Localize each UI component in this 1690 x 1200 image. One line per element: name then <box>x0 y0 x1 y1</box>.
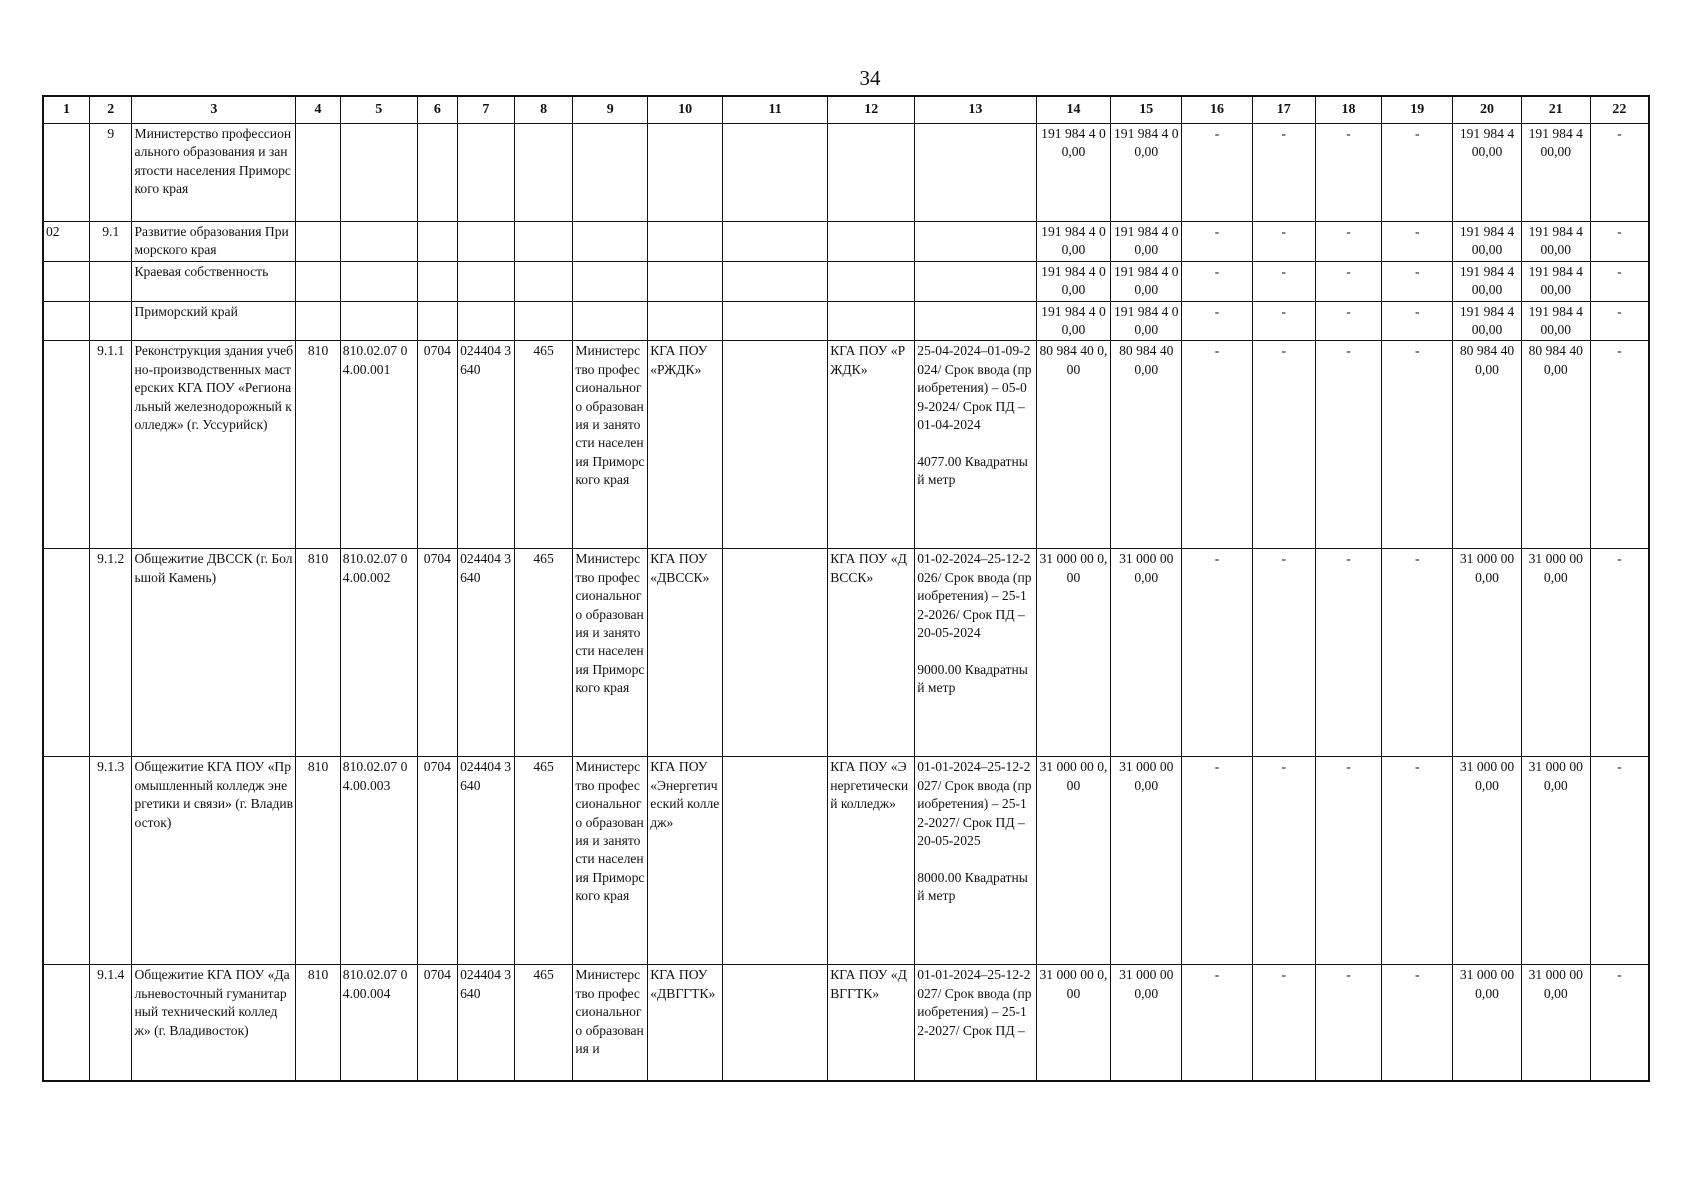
budget-table-wrapper <box>42 95 1650 1082</box>
cell-col-5: 810.02.07 04.00.002 <box>340 549 417 757</box>
cell-col-16: - <box>1182 549 1253 757</box>
column-header-2: 2 <box>90 96 132 124</box>
cell-col-3: Приморский край <box>132 301 296 341</box>
cell-col-3: Общежитие КГА ПОУ «Промышленный колледж энергетики и связи» (г. Владивосток) <box>132 757 296 965</box>
column-header-8: 8 <box>514 96 573 124</box>
table-row <box>43 124 1649 222</box>
cell-col-10 <box>648 301 723 341</box>
cell-col-13 <box>915 222 1036 262</box>
cell-col-12: КГА ПОУ «ДВГГТК» <box>828 965 915 1081</box>
cell-col-14: 31 000 00 0,00 <box>1036 549 1111 757</box>
cell-col-8 <box>514 222 573 262</box>
cell-col-14: 80 984 40 0,00 <box>1036 341 1111 549</box>
cell-col-15: 80 984 40 0,00 <box>1111 341 1182 549</box>
cell-col-18: - <box>1315 261 1382 301</box>
cell-col-21: 191 984 4 00,00 <box>1521 222 1590 262</box>
cell-col-12: КГА ПОУ «Энергетический колледж» <box>828 757 915 965</box>
cell-col-14: 191 984 4 00,00 <box>1036 124 1111 222</box>
cell-col-7 <box>458 301 515 341</box>
cell-col-1 <box>43 261 90 301</box>
cell-col-5: 810.02.07 04.00.001 <box>340 341 417 549</box>
cell-col-16: - <box>1182 222 1253 262</box>
cell-col-8 <box>514 124 573 222</box>
cell-col-19: - <box>1382 261 1453 301</box>
cell-col-3: Краевая собственность <box>132 261 296 301</box>
cell-col-17: - <box>1252 341 1315 549</box>
cell-col-20: 31 000 00 0,00 <box>1453 965 1522 1081</box>
cell-col-9: Министерство профессионального образования и занятости населения Приморского края <box>573 549 648 757</box>
cell-col-11 <box>723 549 828 757</box>
cell-col-15: 31 000 00 0,00 <box>1111 965 1182 1081</box>
table-row <box>43 757 1649 965</box>
cell-col-14: 191 984 4 00,00 <box>1036 222 1111 262</box>
cell-col-2 <box>90 301 132 341</box>
cell-col-2: 9 <box>90 124 132 222</box>
cell-col-17: - <box>1252 965 1315 1081</box>
column-header-17: 17 <box>1252 96 1315 124</box>
cell-col-20: 191 984 4 00,00 <box>1453 222 1522 262</box>
cell-col-14: 31 000 00 0,00 <box>1036 757 1111 965</box>
cell-col-9: Министерство профессионального образования и занятости населения Приморского края <box>573 341 648 549</box>
cell-col-18: - <box>1315 222 1382 262</box>
cell-col-15: 191 984 4 00,00 <box>1111 222 1182 262</box>
cell-col-1 <box>43 965 90 1081</box>
column-header-5: 5 <box>340 96 417 124</box>
cell-col-12: КГА ПОУ «РЖДК» <box>828 341 915 549</box>
cell-col-12: КГА ПОУ «ДВССК» <box>828 549 915 757</box>
cell-col-10: КГА ПОУ «Энергетический колледж» <box>648 757 723 965</box>
cell-col-1 <box>43 341 90 549</box>
cell-col-17: - <box>1252 124 1315 222</box>
cell-col-13 <box>915 261 1036 301</box>
cell-col-4 <box>296 261 340 301</box>
cell-col-5 <box>340 124 417 222</box>
cell-col-19: - <box>1382 757 1453 965</box>
cell-col-5 <box>340 222 417 262</box>
cell-col-7 <box>458 222 515 262</box>
cell-col-19: - <box>1382 124 1453 222</box>
cell-col-8: 465 <box>514 965 573 1081</box>
cell-col-20: 31 000 00 0,00 <box>1453 549 1522 757</box>
cell-col-12 <box>828 222 915 262</box>
cell-col-12 <box>828 124 915 222</box>
cell-col-2: 9.1.1 <box>90 341 132 549</box>
cell-col-22: - <box>1590 341 1649 549</box>
cell-col-1: 02 <box>43 222 90 262</box>
cell-col-11 <box>723 757 828 965</box>
column-header-4: 4 <box>296 96 340 124</box>
cell-col-6 <box>417 124 457 222</box>
cell-col-7: 024404 3640 <box>458 341 515 549</box>
cell-col-22: - <box>1590 222 1649 262</box>
cell-col-4: 810 <box>296 757 340 965</box>
cell-col-4 <box>296 222 340 262</box>
cell-col-20: 31 000 00 0,00 <box>1453 757 1522 965</box>
cell-col-5: 810.02.07 04.00.003 <box>340 757 417 965</box>
cell-col-20: 191 984 4 00,00 <box>1453 124 1522 222</box>
cell-col-6: 0704 <box>417 549 457 757</box>
cell-col-1 <box>43 124 90 222</box>
column-header-9: 9 <box>573 96 648 124</box>
cell-col-13: 01-02-2024–25-12-2026/ Срок ввода (приобретения) – 25-12-2026/ Срок ПД – 20-05-2024 9000.00 Квадратный метр <box>915 549 1036 757</box>
cell-col-2: 9.1.2 <box>90 549 132 757</box>
cell-col-13: 01-01-2024–25-12-2027/ Срок ввода (приобретения) – 25-12-2027/ Срок ПД – <box>915 965 1036 1081</box>
cell-col-19: - <box>1382 341 1453 549</box>
cell-col-11 <box>723 261 828 301</box>
column-header-14: 14 <box>1036 96 1111 124</box>
column-header-1: 1 <box>43 96 90 124</box>
cell-col-3: Общежитие ДВССК (г. Большой Камень) <box>132 549 296 757</box>
table-body <box>43 124 1649 1081</box>
cell-col-14: 191 984 4 00,00 <box>1036 261 1111 301</box>
cell-col-17: - <box>1252 222 1315 262</box>
cell-col-11 <box>723 222 828 262</box>
cell-col-2: 9.1.3 <box>90 757 132 965</box>
cell-col-17: - <box>1252 261 1315 301</box>
cell-col-3: Общежитие КГА ПОУ «Дальневосточный гуманитарный технический колледж» (г. Владивосток) <box>132 965 296 1081</box>
cell-col-18: - <box>1315 301 1382 341</box>
table-row <box>43 341 1649 549</box>
cell-col-9: Министерство профессионального образования и <box>573 965 648 1081</box>
cell-col-18: - <box>1315 341 1382 549</box>
cell-col-11 <box>723 341 828 549</box>
cell-col-21: 191 984 4 00,00 <box>1521 124 1590 222</box>
column-header-16: 16 <box>1182 96 1253 124</box>
column-header-6: 6 <box>417 96 457 124</box>
column-header-12: 12 <box>828 96 915 124</box>
cell-col-22: - <box>1590 965 1649 1081</box>
cell-col-8 <box>514 301 573 341</box>
cell-col-13 <box>915 301 1036 341</box>
cell-col-10 <box>648 124 723 222</box>
cell-col-9 <box>573 222 648 262</box>
column-header-19: 19 <box>1382 96 1453 124</box>
cell-col-13: 25-04-2024–01-09-2024/ Срок ввода (приобретения) – 05-09-2024/ Срок ПД – 01-04-2024 4077.00 Квадратный метр <box>915 341 1036 549</box>
cell-col-22: - <box>1590 124 1649 222</box>
cell-col-7: 024404 3640 <box>458 549 515 757</box>
cell-col-7: 024404 3640 <box>458 757 515 965</box>
cell-col-10: КГА ПОУ «ДВССК» <box>648 549 723 757</box>
cell-col-15: 191 984 4 00,00 <box>1111 124 1182 222</box>
page-number: 34 <box>859 66 881 90</box>
cell-col-21: 31 000 00 0,00 <box>1521 757 1590 965</box>
cell-col-18: - <box>1315 757 1382 965</box>
cell-col-4: 810 <box>296 965 340 1081</box>
column-header-10: 10 <box>648 96 723 124</box>
cell-col-20: 191 984 4 00,00 <box>1453 261 1522 301</box>
cell-col-11 <box>723 965 828 1081</box>
column-header-13: 13 <box>915 96 1036 124</box>
table-row <box>43 222 1649 262</box>
cell-col-22: - <box>1590 261 1649 301</box>
cell-col-5: 810.02.07 04.00.004 <box>340 965 417 1081</box>
cell-col-16: - <box>1182 301 1253 341</box>
cell-col-7 <box>458 124 515 222</box>
cell-col-8: 465 <box>514 549 573 757</box>
cell-col-2 <box>90 261 132 301</box>
cell-col-21: 31 000 00 0,00 <box>1521 965 1590 1081</box>
cell-col-3: Министерство профессионального образования и занятости населения Приморского края <box>132 124 296 222</box>
cell-col-8 <box>514 261 573 301</box>
cell-col-8: 465 <box>514 757 573 965</box>
cell-col-22: - <box>1590 549 1649 757</box>
table-row <box>43 261 1649 301</box>
cell-col-15: 191 984 4 00,00 <box>1111 261 1182 301</box>
cell-col-14: 31 000 00 0,00 <box>1036 965 1111 1081</box>
cell-col-13: 01-01-2024–25-12-2027/ Срок ввода (приобретения) – 25-12-2027/ Срок ПД – 20-05-2025 8000.00 Квадратный метр <box>915 757 1036 965</box>
cell-col-15: 31 000 00 0,00 <box>1111 549 1182 757</box>
cell-col-20: 80 984 40 0,00 <box>1453 341 1522 549</box>
cell-col-9 <box>573 301 648 341</box>
cell-col-21: 31 000 00 0,00 <box>1521 549 1590 757</box>
cell-col-6: 0704 <box>417 757 457 965</box>
column-header-21: 21 <box>1521 96 1590 124</box>
cell-col-10 <box>648 222 723 262</box>
cell-col-10: КГА ПОУ «ДВГГТК» <box>648 965 723 1081</box>
cell-col-19: - <box>1382 301 1453 341</box>
cell-col-21: 191 984 4 00,00 <box>1521 301 1590 341</box>
cell-col-17: - <box>1252 757 1315 965</box>
cell-col-16: - <box>1182 341 1253 549</box>
column-header-11: 11 <box>723 96 828 124</box>
cell-col-6 <box>417 261 457 301</box>
cell-col-19: - <box>1382 549 1453 757</box>
cell-col-21: 191 984 4 00,00 <box>1521 261 1590 301</box>
cell-col-9 <box>573 124 648 222</box>
cell-col-14: 191 984 4 00,00 <box>1036 301 1111 341</box>
budget-table <box>42 95 1650 1082</box>
table-row <box>43 965 1649 1081</box>
cell-col-11 <box>723 301 828 341</box>
cell-col-9: Министерство профессионального образования и занятости населения Приморского края <box>573 757 648 965</box>
table-row <box>43 301 1649 341</box>
cell-col-18: - <box>1315 549 1382 757</box>
cell-col-2: 9.1 <box>90 222 132 262</box>
cell-col-20: 191 984 4 00,00 <box>1453 301 1522 341</box>
cell-col-12 <box>828 301 915 341</box>
cell-col-3: Развитие образования Приморского края <box>132 222 296 262</box>
column-header-15: 15 <box>1111 96 1182 124</box>
column-header-22: 22 <box>1590 96 1649 124</box>
column-header-20: 20 <box>1453 96 1522 124</box>
cell-col-4 <box>296 124 340 222</box>
cell-col-4: 810 <box>296 549 340 757</box>
cell-col-19: - <box>1382 222 1453 262</box>
cell-col-15: 31 000 00 0,00 <box>1111 757 1182 965</box>
cell-col-10 <box>648 261 723 301</box>
cell-col-22: - <box>1590 301 1649 341</box>
cell-col-18: - <box>1315 124 1382 222</box>
cell-col-16: - <box>1182 124 1253 222</box>
cell-col-5 <box>340 301 417 341</box>
header-row <box>43 96 1649 124</box>
cell-col-18: - <box>1315 965 1382 1081</box>
cell-col-16: - <box>1182 965 1253 1081</box>
column-header-7: 7 <box>458 96 515 124</box>
cell-col-19: - <box>1382 965 1453 1081</box>
cell-col-5 <box>340 261 417 301</box>
cell-col-17: - <box>1252 301 1315 341</box>
cell-col-21: 80 984 40 0,00 <box>1521 341 1590 549</box>
cell-col-4: 810 <box>296 341 340 549</box>
cell-col-12 <box>828 261 915 301</box>
cell-col-8: 465 <box>514 341 573 549</box>
cell-col-17: - <box>1252 549 1315 757</box>
cell-col-1 <box>43 757 90 965</box>
cell-col-6: 0704 <box>417 965 457 1081</box>
cell-col-2: 9.1.4 <box>90 965 132 1081</box>
cell-col-6 <box>417 301 457 341</box>
column-header-3: 3 <box>132 96 296 124</box>
cell-col-3: Реконструкция здания учебно-производственных мастерских КГА ПОУ «Региональный железнодорожный колледж» (г. Уссурийск) <box>132 341 296 549</box>
cell-col-1 <box>43 301 90 341</box>
cell-col-6 <box>417 222 457 262</box>
cell-col-22: - <box>1590 757 1649 965</box>
cell-col-16: - <box>1182 261 1253 301</box>
column-header-18: 18 <box>1315 96 1382 124</box>
table-row <box>43 549 1649 757</box>
cell-col-11 <box>723 124 828 222</box>
cell-col-9 <box>573 261 648 301</box>
cell-col-16: - <box>1182 757 1253 965</box>
cell-col-1 <box>43 549 90 757</box>
cell-col-15: 191 984 4 00,00 <box>1111 301 1182 341</box>
cell-col-7: 024404 3640 <box>458 965 515 1081</box>
cell-col-7 <box>458 261 515 301</box>
cell-col-13 <box>915 124 1036 222</box>
cell-col-4 <box>296 301 340 341</box>
cell-col-10: КГА ПОУ «РЖДК» <box>648 341 723 549</box>
cell-col-6: 0704 <box>417 341 457 549</box>
